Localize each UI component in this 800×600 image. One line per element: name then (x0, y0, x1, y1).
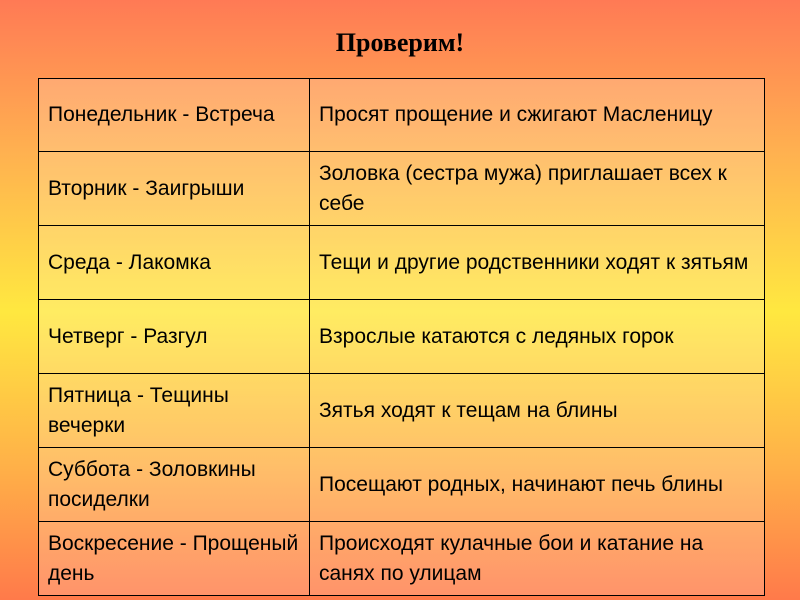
day-cell: Понедельник - Встреча (39, 79, 310, 152)
activity-cell: Золовка (сестра мужа) приглашает всех к себе (310, 152, 765, 226)
day-cell: Пятница - Тещины вечерки (39, 374, 310, 448)
maslenitsa-table (38, 78, 765, 596)
activity-cell: Тещи и другие родственники ходят к зятьям (310, 226, 765, 300)
table-row (39, 522, 765, 596)
activity-cell: Зятья ходят к тещам на блины (310, 374, 765, 448)
day-cell: Суббота - Золовкины посиделки (39, 448, 310, 522)
table-row (39, 448, 765, 522)
activity-cell: Просят прощение и сжигают Масленицу (310, 79, 765, 152)
activity-cell: Взрослые катаются с ледяных горок (310, 300, 765, 374)
day-cell: Среда - Лакомка (39, 226, 310, 300)
table-row (39, 79, 765, 152)
slide-title: Проверим! (335, 28, 465, 57)
day-cell: Вторник - Заигрыши (39, 152, 310, 226)
table-row (39, 152, 765, 226)
table-row (39, 374, 765, 448)
table-row (39, 300, 765, 374)
table-row (39, 226, 765, 300)
day-cell: Воскресение - Прощеный день (39, 522, 310, 596)
activity-cell: Происходят кулачные бои и катание на санях по улицам (310, 522, 765, 596)
day-cell: Четверг - Разгул (39, 300, 310, 374)
activity-cell: Посещают родных, начинают печь блины (310, 448, 765, 522)
